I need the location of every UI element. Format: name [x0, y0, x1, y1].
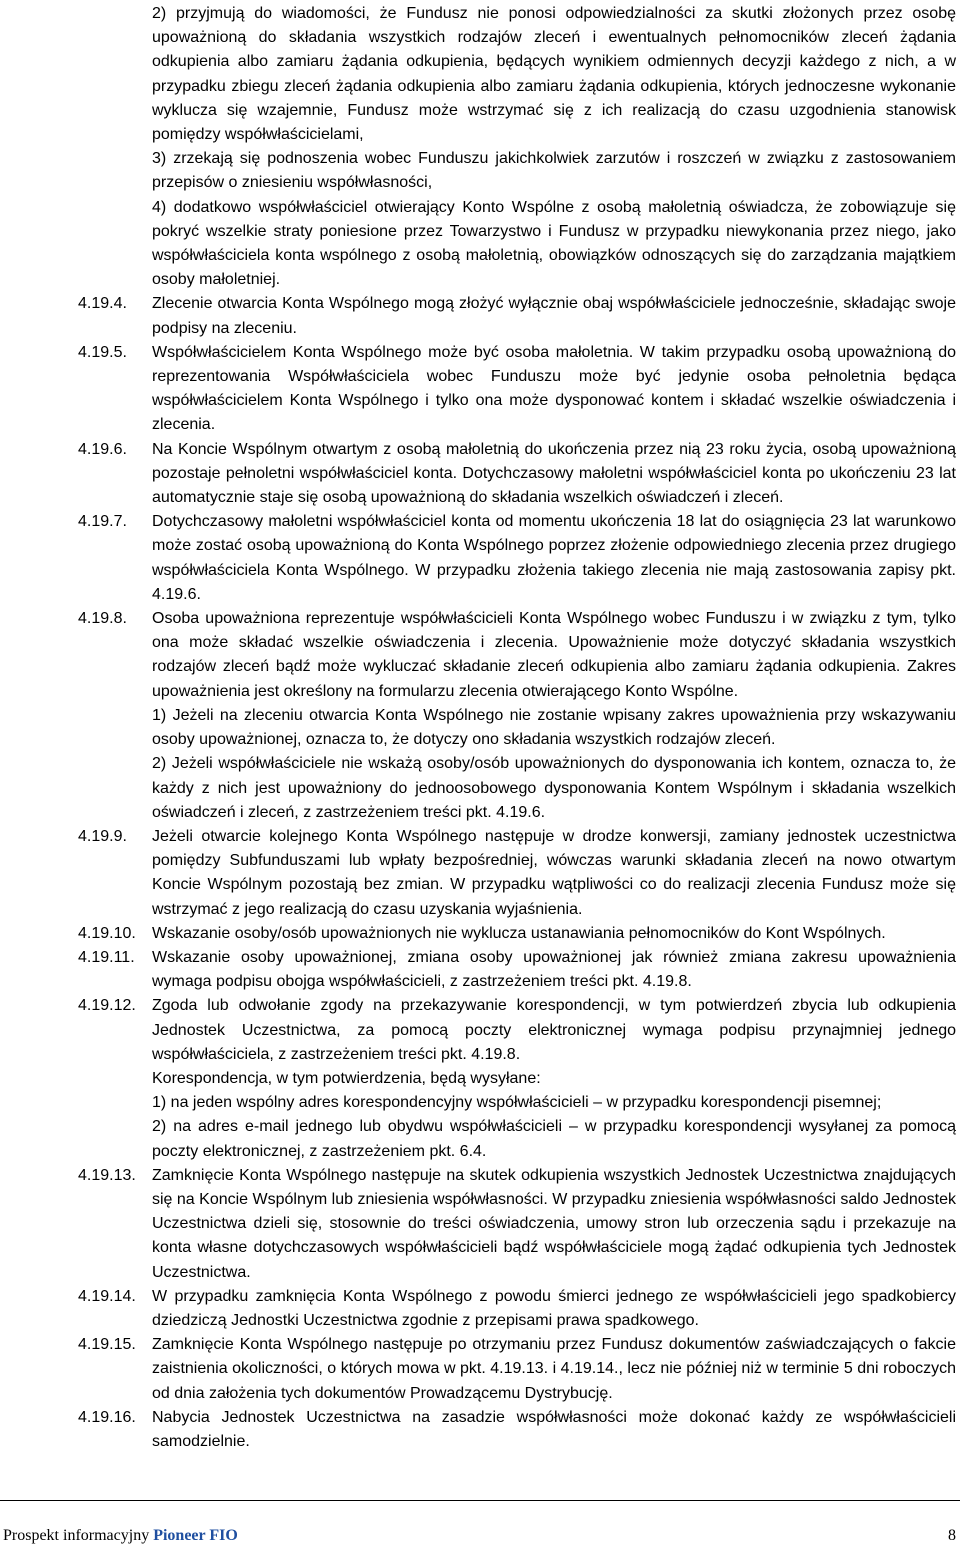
- footer-label: Prospekt informacyjny: [3, 1527, 154, 1544]
- section-paragraph: Wskazanie osoby/osób upoważnionych nie wyklucza ustanawiania pełnomocników do Kont Wspólnych.: [152, 924, 886, 942]
- section-number: 4.19.8.: [78, 610, 127, 628]
- intro-point-2: 2) przyjmują do wiadomości, że Fundusz nie ponosi odpowiedzialności za skutki złożonych przez osobę upoważnioną do składania wszystkich rodzajów zleceń i ewentualnych pełnomocników zleceń żądania odkupienia albo zamiaru żądania odkupienia, będących wynikiem odmiennych decyzji każdego z nich, a w przypadku zbiegu zleceń żądania odkupienia albo zamiaru żądania odkupienia, których jednoczesne wykonanie wyklucza się wzajemnie, Fundusz może wstrzymać się z ich realizacją do czasu uzgodnienia stanowisk pomiędzy współwłaścicielami,: [152, 5, 956, 144]
- section-paragraph: W przypadku zamknięcia Konta Wspólnego z powodu śmierci jednego ze współwłaścicieli jego spadkobiercy dziedziczą Jednostki Uczestnictwa zgodnie z przepisami prawa spadkowego.: [152, 1287, 956, 1329]
- section-body: [152, 341, 956, 438]
- section-number: 4.19.16.: [78, 1408, 136, 1426]
- section-body: [152, 994, 956, 1163]
- section-number: 4.19.13.: [78, 1166, 136, 1184]
- section-number: 4.19.12.: [78, 997, 136, 1015]
- document-content: [0, 2, 956, 1454]
- section-paragraph: Zgoda lub odwołanie zgody na przekazywanie korespondencji, w tym potwierdzeń zbycia lub odkupienia Jednostek Uczestnictwa, za pomocą poczty elektronicznej wymaga podpisu przynajmniej jednego współwłaściciela, z zastrzeżeniem treści pkt. 4.19.8.: [152, 997, 956, 1063]
- section-paragraph: 2) Jeżeli współwłaściciele nie wskażą osoby/osób upoważnionych do dysponowania ich kontem, oznacza to, że każdy z nich jest upoważniony do jednoosobowego dysponowania Kontem Wspólnym i składania wszelkich oświadczeń i zleceń, z zastrzeżeniem treści pkt. 4.19.6.: [152, 755, 956, 821]
- section-paragraph: Dotychczasowy małoletni współwłaściciel konta od momentu ukończenia 18 lat do osiągnięcia 23 lat warunkowo może zostać osobą upoważnioną do Konta Wspólnego poprzez złożenie odpowiedniego zlecenia przez drugiego współwłaściciela Konta Wspólnego. W przypadku złożenia takiego zlecenia nie mają zastosowania zapisy pkt. 4.19.6.: [152, 513, 956, 603]
- section-number: 4.19.5.: [78, 343, 127, 361]
- section-item: [0, 438, 956, 511]
- page-footer: [0, 1500, 960, 1544]
- section-item: [0, 946, 956, 994]
- section-item: [0, 1164, 956, 1285]
- section-paragraph: 1) Jeżeli na zleceniu otwarcia Konta Wspólnego nie zostanie wpisany zakres upoważnienia przy wskazywaniu osoby upoważnionej, oznacza to, że dotyczy ono składania wszystkich rodzajów zleceń.: [152, 706, 956, 749]
- section-item: [0, 510, 956, 607]
- footer-title: [3, 1524, 238, 1548]
- section-body: [152, 922, 956, 946]
- section-body: [152, 1164, 956, 1285]
- section-body: [152, 1285, 956, 1333]
- section-number: 4.19.14.: [78, 1287, 136, 1305]
- section-item: [0, 292, 956, 340]
- section-number: 4.19.9.: [78, 827, 127, 845]
- section-item: [0, 1333, 956, 1406]
- section-paragraph: Wskazanie osoby upoważnionej, zmiana osoby upoważnionej jak również zmiana zakresu upoważnienia wymaga podpisu obojga współwłaścicieli, z zastrzeżeniem treści pkt. 4.19.8.: [152, 948, 956, 991]
- section-body: [152, 825, 956, 922]
- section-body: [152, 292, 956, 340]
- section-body: [152, 1333, 956, 1406]
- section-body: [152, 1406, 956, 1454]
- section-item: [0, 994, 956, 1163]
- section-number: 4.19.6.: [78, 440, 127, 458]
- section-item: [0, 341, 956, 438]
- intro-section: [0, 2, 956, 292]
- section-number: 4.19.7.: [78, 513, 127, 531]
- section-paragraph: Zlecenie otwarcia Konta Wspólnego mogą złożyć wyłącznie obaj współwłaściciele jednocześnie, składając swoje podpisy na zleceniu.: [152, 295, 956, 337]
- section-paragraph: Jeżeli otwarcie kolejnego Konta Wspólnego następuje w drodze konwersji, zamiany jednostek uczestnictwa pomiędzy Subfunduszami lub wpłaty bezpośredniej, wówczas warunki składania zleceń na nowo otwartym Koncie Wspólnym pozostają bez zmian. W przypadku wątpliwości co do realizacji zlecenia Fundusz może się wstrzymać z jego realizacją do czasu uzyskania wyjaśnienia.: [152, 827, 956, 918]
- section-paragraph: Korespondencja, w tym potwierdzenia, będą wysyłane:: [152, 1069, 541, 1087]
- section-item: [0, 1285, 956, 1333]
- section-item: [0, 922, 956, 946]
- section-body: [152, 510, 956, 607]
- intro-point-3: 3) zrzekają się podnoszenia wobec Funduszu jakichkolwiek zarzutów i roszczeń w związku z zastosowaniem przepisów o zniesieniu współwłasności,: [152, 150, 956, 192]
- section-item: [0, 1406, 956, 1454]
- section-paragraph: Zamknięcie Konta Wspólnego następuje na skutek odkupienia wszystkich Jednostek Uczestnictwa znajdujących się na Koncie Wspólnym lub zniesienia współwłasności. W przypadku zniesienia współwłasności saldo Jednostek Uczestnictwa dzieli się, stosownie do treści oświadczenia, umowy stron lub orzeczenia sądu i przekazuje na konta własne dotychczasowych współwłaścicieli bądź współwłaściciele mogą żądać odkupienia tych Jednostek Uczestnictwa.: [152, 1166, 956, 1281]
- section-paragraph: Zamknięcie Konta Wspólnego następuje po otrzymaniu przez Fundusz dokumentów zaświadczających o fakcie zaistnienia okoliczności, o których mowa w pkt. 4.19.13. i 4.19.14., lecz nie później niż w terminie 5 dni roboczych od dnia założenia tych dokumentów Prowadzącemu Dystrybucję.: [152, 1336, 956, 1402]
- numbered-items: [0, 292, 956, 1454]
- section-number: 4.19.11.: [78, 948, 135, 966]
- section-paragraph: 2) na adres e-mail jednego lub obydwu współwłaścicieli – w przypadku korespondencji wysyłanej za pomocą poczty elektronicznej, z zastrzeżeniem pkt. 6.4.: [152, 1118, 956, 1160]
- section-paragraph: Osoba upoważniona reprezentuje współwłaścicieli Konta Wspólnego wobec Funduszu i w związku z tym, tylko ona może składać wszelkie oświadczenia i zlecenia. Upoważnienie może dotyczyć składania wszystkich rodzajów zleceń bądź może wykluczać składanie zleceń odkupienia albo zamiaru żądania odkupienia. Zakres upoważnienia jest określony na formularzu zlecenia otwierającego Konto Wspólne.: [152, 610, 956, 700]
- intro-point-4: 4) dodatkowo współwłaściciel otwierający Konto Wspólne z osobą małoletnią oświadcza, że zobowiązuje się pokryć wszelkie straty poniesione przez Towarzystwo i Fundusz w przypadku niewykonania przez niego, jako współwłaściciela konta wspólnego z osobą małoletnią, obowiązków odnoszących się do zarządzania majątkiem osoby małoletniej.: [152, 198, 956, 289]
- section-item: [0, 825, 956, 922]
- section-paragraph: Na Koncie Wspólnym otwartym z osobą małoletnią do ukończenia przez nią 23 roku życia, osobą upoważnioną pozostaje pełnoletni współwłaściciel konta. Dotychczasowy małoletni współwłaściciel konta po ukończeniu 23 lat automatycznie staje się osobą upoważnioną do składania wszelkich oświadczeń i zleceń.: [152, 440, 956, 507]
- section-paragraph: 1) na jeden wspólny adres korespondencyjny współwłaścicieli – w przypadku korespondencji pisemnej;: [152, 1094, 882, 1112]
- page-number: 8: [948, 1527, 956, 1544]
- section-number: 4.19.10.: [78, 924, 136, 942]
- section-item: [0, 607, 956, 825]
- section-body: [152, 607, 956, 825]
- section-number: 4.19.15.: [78, 1336, 136, 1354]
- section-paragraph: Współwłaścicielem Konta Wspólnego może być osoba małoletnia. W takim przypadku osobą upoważnioną do reprezentowania Współwłaściciela wobec Funduszu może być jedynie osoba pełnoletnia będąca współwłaścicielem Konta Wspólnego i tylko ona może dysponować kontem i składać wszelkie oświadczenia i zlecenia.: [152, 343, 956, 434]
- section-body: [152, 438, 956, 511]
- footer-brand: Pioneer FIO: [153, 1527, 238, 1544]
- section-body: [152, 946, 956, 994]
- section-number: 4.19.4.: [78, 295, 127, 313]
- section-paragraph: Nabycia Jednostek Uczestnictwa na zasadzie współwłasności może dokonać każdy ze współwłaścicieli samodzielnie.: [152, 1408, 956, 1450]
